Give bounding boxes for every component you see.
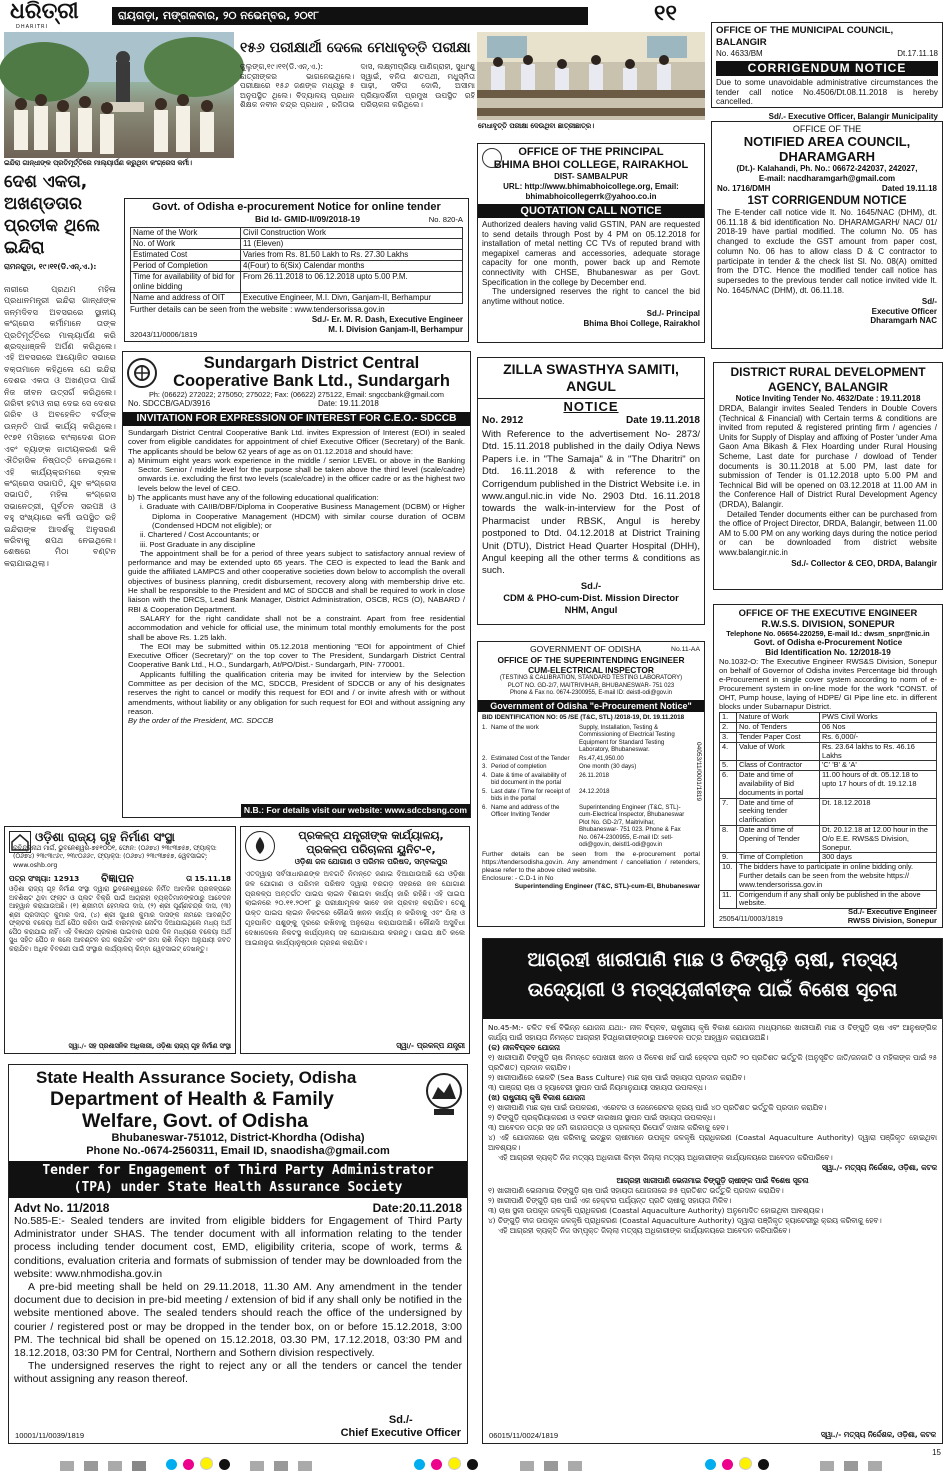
table-value-cell: From 26.11.2018 to 06.12.2018 upto 5.00 P.M. bbox=[241, 272, 463, 293]
ad-signature: Sd./- Executive Engineer bbox=[848, 906, 937, 916]
ad-heading: ବିଜ୍ଞାପନ bbox=[101, 872, 134, 886]
row-number: 10. bbox=[720, 863, 737, 890]
ad-body: The E-tender call notice vide It. No. 1645/NAC (DHM), dt. 06.11.18 & bid identification No. DHARAMGARH/ NAC/ 01/ 2018-19 have partial modified. The column No. 05 has changed to exclude the GST amount from paper cost, column No. 06 has to allow class D & C contractor to participate in tender & the check list Sl. No. 08(A) omitted from the DTC. Hence the modified tender call notice has supersedes to the previous tender call notice invited vide It. No. 1645/NAC (DHM), dt. 06.11.18. bbox=[717, 208, 937, 295]
ad-project-engineer-sambalpur bbox=[240, 826, 470, 1054]
row-value: Rs.47,41,950.00 bbox=[579, 754, 624, 762]
fisheries-a2: ୨) ଖାରୀପାଣିରେ ଭେକଟି (Sea Bass Culture) ମାଛ ଚାଷ ପାଇଁ ସହାୟତା ପ୍ରଦାନ କରାଯିବ। bbox=[488, 1073, 746, 1082]
bid-identification: BID IDENTIFICATION NO: 05 /SE (T&C, STL) /2018-19, Dt. 19.11.2018 bbox=[482, 713, 685, 721]
ad-code: 10001/11/0039/1819 bbox=[15, 1431, 85, 1440]
sonepur-tender-table bbox=[719, 712, 937, 909]
table-row bbox=[482, 788, 688, 803]
ad-signature: Sd/.- Executive Officer, Balangir Municipality bbox=[768, 111, 938, 121]
ad-phone: Phone No.-0674-2560311, Email ID, snaodisha@gmail.com bbox=[86, 1145, 390, 1157]
fisheries-section-b: (ଖ) ରାଷ୍ଟ୍ରୀୟ କୃଷି ବିକାଶ ଯୋଜନା bbox=[488, 1093, 585, 1102]
ad-phone: Telephone No. 06654-220259, E-mail Id.: dwsm_snpr@nic.in bbox=[726, 629, 930, 638]
fisheries-intro: No.45-M:- ଚଳିତ ବର୍ଷ ବିଭିନ୍ନ ଯୋଜନା ଯଥା:- ନୀଳ ବିପ୍ଳବ, ରାଷ୍ଟ୍ରୀୟ କୃଷି ବିକାଶ ଯୋଜନା ମାଧ୍ୟମରେ ଖାରୀପାଣି ମାଛ ଓ ଚିଙ୍ଗୁଡ଼ି ଚାଷ ଏବଂ ଆନୁଷଙ୍ଗିକ କାର୍ଯ୍ୟ ପାଇଁ ସହାୟତା ନିମନ୍ତେ ଆଗ୍ରହୀ ହିତାଧିକାରୀଙ୍କଠାରୁ ଆବେଦନ ପତ୍ର ଆହ୍ୱାନ କରାଯାଉଅଛି। bbox=[488, 1023, 937, 1042]
fisheries-note-2: ଏହି ଆଗ୍ରହୀ ବ୍ୟକ୍ତି ନିଜ ସମ୍ପୃକ୍ତ ଜିଲ୍ଲା ମତ୍ସ୍ୟ ଅଧିକାରୀଙ୍କ କାର୍ଯ୍ୟାଳୟରେ ଆବେଦନ କରିପାରିବେ। bbox=[498, 1226, 791, 1235]
ad-date: ତା 15.11.18 bbox=[186, 874, 231, 884]
ad-fisheries-notice bbox=[482, 938, 943, 1444]
ad-signature-designation: Chief Executive Officer bbox=[340, 1427, 461, 1439]
fisheries-section-c: ଆଗ୍ରହୀ ଖାରୀପାଣି ଭେନାମାଇ ଚିଙ୍ଗୁଡ଼ି ଚାଷୀଙ୍କ ପାଇଁ ବିଶେଷ ସୂଚନା bbox=[616, 1176, 809, 1185]
color-registration-right bbox=[705, 1455, 775, 1474]
ad-title-1: Sundargarh District Central bbox=[203, 354, 420, 372]
indira-photo-caption: ଇନ୍ଦିରା ଗାନ୍ଧୀଙ୍କ ପ୍ରତିମୂର୍ତ୍ତିରେ ମାଲ୍ୟାର୍ପଣ କରୁଥିବା କଂଗ୍ରେସ କର୍ମୀ। bbox=[4, 159, 192, 167]
ad-number: No. 820-A bbox=[428, 215, 463, 224]
ad-date: Dt.17.11.18 bbox=[897, 49, 938, 58]
row-value: One month (30 days) bbox=[579, 763, 637, 770]
ad-number: No. SDCCB/GAD/3916 bbox=[128, 399, 211, 408]
bank-logo-icon bbox=[127, 358, 157, 388]
table-row bbox=[720, 733, 937, 743]
table-row bbox=[720, 771, 937, 798]
logo-latin: DHARITRI bbox=[16, 24, 48, 30]
eoi-criteria-b: b) The applicants must have any of the following educational qualification: bbox=[128, 493, 379, 503]
ad-url: URL: http://www.bhimabhoicollege.org, Email: bhimabhoicollegerrk@yahoo.co.in bbox=[503, 182, 679, 201]
row-label: Date & time of availability of bid document in the portal bbox=[491, 771, 567, 786]
ad-ganjam-eprocurement bbox=[124, 198, 469, 342]
eoi-qualification-3: iii. Post Graduate in any discipline bbox=[140, 539, 256, 549]
fisheries-b2: ୨) ଚିଙ୍ଗୁଡ଼ି ପ୍ରକ୍ରିୟାକରଣ ଓ ବରଫ କାରଖାନା ସ୍ଥାପନ ପାଇଁ ସହାୟତା ଉପଲବ୍ଧ। bbox=[488, 1113, 716, 1122]
ad-title-1: ପ୍ରକଳ୍ପ ଯନ୍ତ୍ରୀଙ୍କ କାର୍ଯ୍ୟାଳୟ, bbox=[298, 829, 444, 842]
grayscale-bar-right bbox=[520, 1456, 592, 1475]
grayscale-bar-left bbox=[60, 1456, 156, 1475]
ad-date: Date 19.11.2018 bbox=[626, 415, 700, 426]
ad-body: No.1032-O: The Executive Engineer RWS&S Division, Sonepur on behalf of Governor of Odisha invites Percentage bid through e-Procurement in single cover system according to norm of e-Procurement system in on-line mode for the work "CONST. of OHT, Pump house, laying of HDPE/ GI Pipe line etc. in different blocks under Subarnapur District. bbox=[719, 657, 937, 711]
row-value: Supply, Installation, Testing & Commissioning of Electrical Testing Equipment for Standard Testing Laboratory, Bhubaneswar. bbox=[579, 723, 675, 753]
students-body: କୁଲୁଙ୍ଗ,୧୯।୧୧(ଡି.ଏନ୍.ଏ.): ଛାତ୍ରୀଙ୍କର ଭାଗନେଇଥିଲେ। ପରୀକ୍ଷାରେ ୧୫୬ ଜଣଙ୍କ ମଧ୍ୟରୁ ୫ ଅନୁପସ୍ଥିତ ଥିଲେ। ବିଦ୍ୟାଳୟ ପ୍ରଧାନ ଶିକ୍ଷକ ନବୀନ ଚନ୍ଦ୍ର ପ୍ରଧାନ , ରଜିତାଭ ଦାସ, ଲକ୍ଷ୍ମୀପ୍ରିୟା ପାଣିଗ୍ରାହୀ, ସୁଧାଂଶୁ ସ୍ୱାଇଁ, ବନିତା ଶତପଥୀ, ମଧୁସ୍ମିତା ପାଢ଼ୀ, ସବିତା ଦୋଲି, ଅସୀମା ପ୍ରିୟାଦର୍ଶିନୀ ପ୍ରମୁଖ ଉପସ୍ଥିତ ରହି ପରିଚାଳନା କରିଥିଲେ। bbox=[240, 62, 475, 110]
ad-footer: Further details can be seen from the website : www.tendersorissa.gov.in bbox=[130, 305, 385, 314]
row-number: 4. bbox=[482, 771, 488, 779]
eoi-para-4: Applicants fulfilling the qualification criteria may be invited for interview by the Selection Committee as per decision of the MC, SDCCB, President of SDCCB or any of his designates reserves the right to cancel or modify this request for EOI and / or invite afresh with or without amendments, without liability or any obligation for such request for EOI and without assigning any reason. bbox=[128, 669, 465, 716]
ad-signature: Superintending Engineer (T&C, STL)-cum-EI, Bhubaneswar bbox=[514, 882, 700, 890]
page-footer bbox=[0, 1448, 945, 1472]
eoi-banner: INVITATION FOR EXPRESSION OF INTEREST FOR C.E.O.- SDCCB bbox=[123, 412, 470, 426]
row-number: 8. bbox=[720, 826, 737, 853]
row-value: Rs. 6,000/- bbox=[820, 733, 937, 743]
row-value: 26.11.2018 bbox=[579, 771, 610, 779]
ad-signature-officer: Executive Officer bbox=[871, 306, 937, 316]
watco-logo-icon bbox=[245, 831, 275, 861]
table-row bbox=[131, 228, 463, 239]
ad-drda-balangir bbox=[713, 362, 943, 590]
row-note: The bidders have to participate in online bidding only. Further details can be seen from the website https:// www.tendersorissa.gov.in bbox=[737, 863, 937, 890]
fisheries-signature-1: ସ୍ୱା./- ମତ୍ସ୍ୟ ନିର୍ଦ୍ଦେଶକ, ଓଡ଼ିଶା, କଟକ bbox=[821, 1163, 937, 1172]
ad-district: (Dt.)- Kalahandi, Ph. No.: 06672-242037, 242027, bbox=[736, 164, 918, 173]
ad-title: ZILLA SWASTHYA SAMITI, ANGUL bbox=[478, 361, 704, 399]
ad-title-dept: (TESTING & CALIBRATION, STANDARD TESTING LABORATORY) bbox=[499, 675, 683, 681]
table-label-cell: Name of the Work bbox=[131, 228, 241, 239]
ad-title-office: OFFICE OF THE PRINCIPAL bbox=[518, 146, 664, 158]
ad-title-2: Cooperative Bank Ltd., Sundargarh bbox=[173, 372, 450, 390]
fisheries-a1: ୧) ଖାରୀପାଣି ଚିଙ୍ଗୁଡ଼ି ଚାଷ ନିମନ୍ତେ ପୋଖରୀ ଖନନ ଓ ନିବେଶ ଖର୍ଚ୍ଚ ପାଇଁ ହେକ୍ଟର ପ୍ରତି ୨୦ ପ୍ରତିଶତ ଭର୍ତ୍ତୁକି (ଅନୁସୂଚିତ ଜାତି/ଜନଜାତି ଓ ମହିଳାଙ୍କ ପାଇଁ ୨୫ ପ୍ରତିଶତ) ପ୍ରଦାନ କରାଯିବ। bbox=[488, 1053, 937, 1072]
ad-subtitle: Notice Inviting Tender No. 4632/Date : 19.11.2018 bbox=[735, 394, 921, 403]
eoi-footer: N.B.: For details visit our website: www.sdccbsng.com bbox=[241, 804, 470, 817]
table-value-cell: Executive Engineer, M.I. Divn, Ganjam-II, Berhampur bbox=[241, 293, 463, 304]
row-number: 1. bbox=[482, 723, 488, 731]
row-label: Last date / Time for receipt of bids in the portal bbox=[491, 787, 570, 802]
ganjam-tender-table bbox=[130, 227, 463, 304]
ad-phone: Ph: (06622) 272022; 275050; 275022; Fax: (06622) 275122, Email: sngccbank@gmail.com bbox=[148, 390, 444, 399]
students-headline: ୧୫୬ ପରୀକ୍ଷାର୍ଥୀ ଦେଲେ ମେଧାବୃତ୍ତି ପରୀକ୍ଷା bbox=[240, 40, 471, 56]
tpa-tender-banner: Tender for Engagement of Third Party Administrator (TPA) under State Health Assurance Society bbox=[9, 1161, 467, 1198]
fisheries-c3: ୩) ଚାଷ ସ୍ଥଳୀ ଉପକୂଳ ଜଳକୃଷି ପ୍ରାଧିକରଣ (Coastal Aquaculture Authority) ଅନୁମୋଦିତ ହୋଇଥିବା ଆବଶ୍ୟକ। bbox=[488, 1206, 824, 1215]
table-value-cell: 11 (Eleven) bbox=[241, 239, 463, 250]
ad-date: Date: 19.11.2018 bbox=[318, 399, 379, 408]
table-row bbox=[131, 250, 463, 261]
table-row bbox=[482, 755, 688, 763]
fisheries-section-a: (କ) ନୀଳବିପ୍ଳବ ଯୋଜନା bbox=[488, 1043, 560, 1052]
table-row bbox=[720, 742, 937, 761]
corrigendum-banner: CORRIGENDUM NOTICE bbox=[716, 61, 938, 76]
table-row bbox=[482, 804, 688, 849]
row-label: No. of Tenders bbox=[737, 723, 820, 733]
grayscale-bar-far-right bbox=[820, 1456, 892, 1475]
row-label: Date and time of Opening of Tender bbox=[737, 826, 820, 853]
grayscale-bar-mid bbox=[250, 1456, 322, 1475]
eoi-intro: Sundargarh District Central Cooperative Bank Ltd. invites Expression of Interest (EOI) in sealed cover from eligible candidates for appointment of chief Executive Officer (Secretary) of the Bank. The applicants should be below 62 years of age as on 01.12.2018 and should have: bbox=[128, 428, 465, 456]
row-number: 6. bbox=[482, 803, 488, 811]
indira-tribute-photo bbox=[4, 32, 234, 158]
table-label-cell: Estimated Cost bbox=[131, 250, 241, 261]
ad-notice-heading: NOTICE bbox=[563, 399, 619, 414]
fisheries-c2: ୨) ଖାରୀପାଣି ଚିଙ୍ଗୁଡ଼ି ଚାଷ ପାଇଁ ଏକ ହେକ୍ଟର ପର୍ଯ୍ୟନ୍ତ ପ୍ରତି ଚାଷୀକୁ ସହାୟତା ମିଳିବ। bbox=[488, 1196, 732, 1205]
ad-body: With Reference to the advertisement No- 2873/ Dtd. 15.11.2018 published in the daily Odiya News Papers i.e. in "The Samaja" & in "The Dharitri" on Dtd. 16.11.2018 & with reference to the Corrigendum published in the District Website i.e. in www.angul.nic.in vide No. 2903 Dtd. 16.11.2018 towards the walk-in-interview for the Post of Pharmacist under RBSK, Angul is hereby postponed to Dtd. 04.12.2018 at District Training Unit (DTU), District Head Quarter Hospital (DHH), Angul keeping all the other terms & conditions as such. bbox=[482, 429, 700, 577]
eoi-qualification-2: ii. Chartered / Cost Accountants; or bbox=[140, 530, 260, 540]
table-row bbox=[482, 724, 688, 754]
ad-title-designation: CUM-ELECTRICAL INSPECTOR bbox=[528, 665, 654, 675]
exam-hall-photo bbox=[477, 32, 705, 120]
row-number: 5. bbox=[482, 787, 488, 795]
ad-body: ଓଡ଼ିଶା ରାଜ୍ୟ ଗୃହ ନିର୍ମାଣ ସଂସ୍ଥା ଦ୍ୱାରା ଭୁବନେଶ୍ୱରରେ ନିର୍ମିତ ଆବାସିକ ପ୍ରକଳ୍ପରେ ଅବଶିଷ୍ଟ ଥିବା ଫ୍ଲାଟ ଓ ପ୍ଲଟ ବିକ୍ରି ପାଇଁ ଆଗ୍ରହୀ ବ୍ୟକ୍ତିମାନଙ୍କଠାରୁ ଆବେଦନ ଆହ୍ୱାନ କରାଯାଉଅଛି। (୧) ଶ୍ରୀମତୀ ହେମଲତା ଦାସ, (୨) ଶ୍ରୀ ପୂର୍ଣ୍ଣଚନ୍ଦ୍ର ଦାସ, (୩) ଶ୍ରୀ ପ୍ରଦୀପ୍ତ କୁମାର ଦାସ, (୪) ଶ୍ରୀ ସୁଧୀର କୁମାର ଦାସଙ୍କ ନାମରେ ଆବଣ୍ଟିତ ଫ୍ଲାଟର ବକେୟା ଅର୍ଥ ପୈଠ କରିବା ପାଇଁ ବାରମ୍ବାର ନୋଟିସ ଦିଆଯାଇଥିଲେ ମଧ୍ୟ ଅର୍ଥ ପୈଠ କରାଯାଇ ନାହିଁ। ଏହି ବିଜ୍ଞାପନ ପ୍ରକାଶ ପାଇବାର ପନ୍ଦର ଦିନ ମଧ୍ୟରେ ବକେୟା ଅର୍ଥ ସୁଧ ସହିତ ପୈଠ ନ କଲେ ଆବଣ୍ଟନ ରଦ୍ଦ କରାଯିବ ଏବଂ ଜମା ରାଶି ନିୟମ ଅନୁଯାୟୀ ଜବତ କରାଯିବ। ଅଧିକ ବିବରଣୀ ପାଇଁ ସଂସ୍ଥାର କାର୍ଯ୍ୟାଳୟ କିମ୍ବା ୱେବସାଇଟ୍ ଦେଖନ୍ତୁ। bbox=[9, 885, 231, 953]
ad-signature-office: NHM, Angul bbox=[564, 603, 618, 615]
ad-body: ଏତଦ୍ୱାରା ସର୍ବସାଧାରଣଙ୍କ ଅବଗତି ନିମନ୍ତେ ଜଣାଇ ଦିଆଯାଉଅଛି ଯେ ଓଡ଼ିଶା ଜଳ ଯୋଗାଣ ଓ ପରିମଳ ପରିଷଦ ଦ୍ୱାରା ବରଗଡ଼ ସହରରେ ଜଳ ଯୋଗାଣ ପ୍ରକଳ୍ପ ଅନ୍ତର୍ଗତ ପାଇପ ଲାଇନ ବିଛାଇବା କାର୍ଯ୍ୟ ଜାରି ରହିଛି। ଏହି ପାଇପ ଲାଇନରେ ୨୦.୧୧.୨୦୧୮ ରୁ ପରୀକ୍ଷାମୂଳକ ଭାବେ ଜଳ ପ୍ରବାହ କରାଯିବ। ତେଣୁ ଉକ୍ତ ପାଇପ ଲାଇନ ନିକଟରେ କୌଣସି ଖନନ କାର୍ଯ୍ୟ ନ କରିବାକୁ ଏବଂ ପିଲା ଓ ଗୃହପାଳିତ ପଶୁଙ୍କୁ ଦୂରରେ ରଖିବାକୁ ଅନୁରୋଧ କରାଯାଉଅଛି। କୌଣସି ଅସୁବିଧା ଦେଖାଦେଲେ ନିକଟସ୍ଥ କାର୍ଯ୍ୟାଳୟ ସହ ଯୋଗାଯୋଗ କରନ୍ତୁ। ପାଇପ କ୍ଷତି କଲେ ଆଇନାନୁଗ କାର୍ଯ୍ୟାନୁଷ୍ଠାନ ଗ୍ରହଣ କରାଯିବ। bbox=[245, 869, 465, 947]
ad-code: 04053/11/0001/1819 bbox=[695, 742, 702, 802]
fisheries-note: ଏହି ଆଗ୍ରହୀ ବ୍ୟକ୍ତି ନିଜ ମତ୍ସ୍ୟ ଅଧିକାରୀ କିମ୍ବା ଜିଲ୍ଲା ମତ୍ସ୍ୟ ଅଧିକାରୀଙ୍କ କାର୍ଯ୍ୟାଳୟରେ ଆବେଦନ କରିପାରିବେ। bbox=[498, 1153, 833, 1162]
row-value: 24.12.2018 bbox=[579, 787, 610, 795]
table-label-cell: Name and address of OIT bbox=[131, 293, 241, 304]
ad-code: 25054/11/0003/1819 bbox=[719, 916, 783, 923]
quotation-banner: QUOTATION CALL NOTICE bbox=[478, 204, 704, 218]
row-label: Date and time of availability of Bid documents in portal bbox=[737, 771, 820, 798]
ad-number: No.11-AA bbox=[671, 646, 700, 653]
row-label: Period of completion bbox=[491, 763, 547, 770]
ad-date: Date:20.11.2018 bbox=[372, 1201, 462, 1215]
ad-signature-designation: CDM & PHO-cum-Dist. Mission Director bbox=[503, 591, 679, 603]
ad-title-3: Welfare, Govt. of Odisha bbox=[82, 1110, 309, 1132]
eoi-para-1: The appointment shall be for a period of three years subject to satisfactory annual review of performance and may be extended upto 65 years. The CEO is expected to lead the Bank and guide the affiliated LAMPCS and other cooperative societies down below to accomplish the overall objectives of business planning, credit disbursement, recovery along with membership drive etc. He shall be responsible to the President and MC of SDCCB and shall be required to work in close liaison with the DRCS, Lead Bank Manager, District Administration, OSCB, RCS (O), NABARD / RBI & Cooperation Department. bbox=[128, 548, 465, 614]
eoi-para-2: SALARY for the right candidate shall not be a constraint. Apart from free residential accommodation and vehicle for official use, the minimum total monthly emoluments for the post shall be above Rs. 1.25 lakh. bbox=[128, 613, 465, 642]
ad-signature: Sd./- Collector & CEO, DRDA, Balangir bbox=[791, 558, 937, 568]
row-value: Superintending Engineer (T&C, STL)-cum-Electrical Inspector, Bhubaneswar Plot No. GD-2/7, Maitrivihar, Bhubaneswar- 751 023. Phone & Fax No. 0674-2300955, E-mail ID: setl-odi@gov.in, deistl1-odi@gov.in bbox=[579, 803, 685, 848]
row-label: Class of Contractor bbox=[737, 761, 820, 771]
table-label-cell: Period of Completion bbox=[131, 261, 241, 272]
row-number: 4. bbox=[720, 742, 737, 761]
stl-tender-table bbox=[482, 724, 688, 849]
row-label: Name and address of the Officer Inviting Tender bbox=[491, 803, 560, 818]
ad-title-1: State Health Assurance Society, Odisha bbox=[36, 1068, 357, 1087]
masthead bbox=[4, 0, 709, 31]
ad-phone: Phone & Fax no. 0674-2300955, E-mail ID: deistl-odi@gov.in bbox=[509, 690, 673, 696]
row-number: 9. bbox=[720, 853, 737, 863]
row-label: Value of Work bbox=[737, 742, 820, 761]
ad-state-health-assurance bbox=[8, 1064, 468, 1444]
ad-district: DIST- SAMBALPUR bbox=[554, 172, 628, 181]
ad-title-college: BHIMA BHOI COLLEGE, RAIRAKHOL bbox=[493, 159, 689, 171]
row-label: Date and time of seeking tender clarification bbox=[737, 798, 820, 825]
row-value: 300 days bbox=[820, 853, 937, 863]
ad-signature: ସ୍ୱା./- ସହ ପ୍ରଶାସନିକ ଅଧିକାରୀ, ଓଡ଼ିଶା ରାଜ୍ୟ ଗୃହ ନିର୍ମାଣ ସଂସ୍ଥା bbox=[68, 1042, 231, 1050]
housing-board-logo-icon bbox=[9, 831, 31, 853]
ad-number: ପତ୍ର ସଂଖ୍ୟା: 12913 bbox=[9, 874, 80, 884]
row-value: Dt. 18.12.2018 bbox=[820, 798, 937, 825]
eoi-criteria-a: a) Minimum eight years work experience in the middle / senior LEVEL or above in the Banking Sector. Senior / middle level for the purpose shall be taken above the third level (scale/cadre) onwards i.e. excluding the first two levels (scale/cadre) in the officer cadre or as the highest two levels below the level of CEO. bbox=[128, 455, 465, 493]
ad-office: OFFICE OF THE bbox=[792, 124, 862, 134]
ad-address: ରବିନ୍ଦ୍ରନାଥ ମାର୍ଗ, ଭୁବନେଶ୍ୱର-୭୫୧୦୦୧, ଫୋନ: (୦୬୭୪) ୨୩୯୩୭୫୭, ଫ୍ୟାକ୍ସ: (୦୬୭୪) ୨୩୯୩୯୬୯, ୨୩୯୦୬୬୯, ଫ୍ୟାକ୍ସ: (୦୬୭୪) ୨୩୯୩୭୫୭, ୱେବସାଇଟ୍: www.oshb.org bbox=[13, 845, 217, 869]
dateline: ରାୟଗଡ଼ା, ମଙ୍ଗଳବାର, ୨୦ ନଭେମ୍ବର, ୨୦୧୮ bbox=[112, 7, 588, 25]
ad-odisha-housing-board bbox=[4, 826, 236, 1054]
indira-dateline: ରାମନଗୁଡ଼ା, ୧୯।୧୧(ଡି.ଏନ୍.ଏ.): bbox=[4, 262, 97, 271]
ad-signature-sd: Sd/- bbox=[921, 297, 937, 307]
row-label: Nature of Work bbox=[737, 713, 820, 723]
row-number: 6. bbox=[720, 771, 737, 798]
ad-title-2: ପ୍ରକଳ୍ପ ପରିଚାଳନା ୟୁନିଟ-୧, bbox=[306, 843, 436, 856]
ad-para-1: No.585-E:- Sealed tenders are invited from eligible bidders for Engagement of Third Party Administrator under SHAS. The tender document with all information relating to the tender process including tender document cost, EMD, eligibility criteria, scope of work, terms & conditions, evaluation criteria and formats of submission of tender may be downloaded from the website: www.nhmodisha.gov.in bbox=[14, 1215, 462, 1280]
ad-title-office: OFFICE OF THE EXECUTIVE ENGINEER bbox=[738, 607, 918, 618]
ad-signature: Sd./- bbox=[388, 1414, 413, 1426]
table-value-cell: Civil Construction Work bbox=[241, 228, 463, 239]
table-row bbox=[720, 863, 937, 890]
table-row bbox=[482, 772, 688, 787]
ad-signature-office: M. I. Division Ganjam-II, Berhampur bbox=[328, 324, 463, 334]
table-row bbox=[482, 763, 688, 771]
fisheries-b4: ୪) ଏହି ଯୋଜନାରେ ଚାଷ କରିବାକୁ ଇଚ୍ଛୁକ ଚାଷୀମାନେ ଉପକୂଳ ଜଳକୃଷି ପ୍ରାଧିକରଣ (Coastal Aquaculture Authority) ଦ୍ୱାରା ପଞ୍ଜିକୃତ ହୋଇଥିବା ଆବଶ୍ୟକ। bbox=[488, 1133, 937, 1152]
fisheries-c4: ୪) ଚିଙ୍ଗୁଡ଼ି ବୀଜ ଉପକୂଳ ଜଳକୃଷି ପ୍ରାଧିକରଣ (Coastal Aquaculture Authority) ଦ୍ୱାରା ପଞ୍ଜିକୃତ ହ୍ୟାଚେରୀରୁ କ୍ରୟ କରିବାକୁ ହେବ। bbox=[488, 1216, 882, 1225]
row-number: 7. bbox=[720, 798, 737, 825]
fisheries-banner: ଆଗ୍ରହୀ ଖାରୀପାଣି ମାଛ ଓ ଚିଙ୍ଗୁଡ଼ି ଚାଷୀ, ମତ୍ସ୍ୟ ଉଦ୍ୟୋଗୀ ଓ ମତ୍ସ୍ୟଜୀବୀଙ୍କ ପାଇଁ ବିଶେଷ ସୂଚନା bbox=[483, 939, 942, 1019]
row-number: 2. bbox=[720, 723, 737, 733]
row-number: 5. bbox=[720, 761, 737, 771]
row-value: PWS Civil Works bbox=[820, 713, 937, 723]
ad-title-2: Department of Health & Family bbox=[50, 1088, 334, 1110]
college-emblem-icon bbox=[482, 148, 502, 168]
ad-title-3: ଓଡ଼ିଶା ଜଳ ଯୋଗାଣ ଓ ପରିମଳ ପରିଷଦ, ସମ୍ବଲପୁର bbox=[294, 857, 448, 866]
footer-page-number: 15 bbox=[932, 1448, 941, 1457]
ad-title: OFFICE OF THE MUNICIPAL COUNCIL, BALANGIR bbox=[716, 25, 894, 48]
ad-number: No. 2912 bbox=[482, 415, 524, 426]
logo-odia: ଧରିତ୍ରୀ bbox=[10, 0, 79, 24]
ad-rwss-sonepur bbox=[713, 604, 943, 928]
ad-para-2: A pre-bid meeting shall be held on 29.11.2018, 11.30 AM. Any amendment in the tender document due to decision in pre-bid meeting / extension of bid if any shall only be notified in the website mentioned above. The sealed tenders should reach the office of the undersigned by courier / registered post or may be dropped in the tender box, on or before 15.12.2018, 3:00 PM. The technical bid shall be opened on 15.12.2018, 03.30 PM, 17.12.2018, 03:30 PM and 18.12.2018, 03:30 PM for Central, Northern and Sothern division respectively. bbox=[14, 1281, 462, 1360]
ad-signature-office: RWSS Division, Sonepur bbox=[847, 915, 937, 925]
table-label-cell: No. of Work bbox=[131, 239, 241, 250]
ad-body: Authorized dealers having valid GSTIN, PAN are requested to send details through Post by 4 PM on 05.12.2018 for installation of metal netting CC TVs of reputed brand with megapixel cameras and accessories, adequate storage capacity for one month, power back up and Remote connectivity with CHSE, Bhubaneswar as per Govt. Specification in the college by December end. bbox=[482, 220, 700, 287]
ad-body-2: The undersigned reserves the right to cancel the bid anytime without notice. bbox=[482, 287, 700, 306]
fisheries-signature-2: ସ୍ୱା./- ମତ୍ସ୍ୟ ନିର୍ଦ୍ଦେଶକ, ଓଡ଼ିଶା, କଟକ bbox=[820, 1430, 936, 1439]
table-row bbox=[131, 239, 463, 250]
row-value: Rs. 23.64 lakhs to Rs. 46.16 Lakhs bbox=[820, 742, 937, 761]
row-value: 06 Nos bbox=[820, 723, 937, 733]
row-label: Name of the work bbox=[491, 723, 539, 731]
ad-para-3: The undersigned reserves the right to reject any or all the tenders or cancel the tender without assigning any reason thereof. bbox=[14, 1360, 462, 1386]
ad-heading: 1ST CORRIGENDUM NOTICE bbox=[747, 195, 907, 207]
ad-signature: Sd./- bbox=[580, 579, 602, 591]
ad-title-notice: Govt. of Odisha e-Procurement Notice bbox=[753, 638, 903, 647]
row-label: Estimated Cost of the Tender bbox=[491, 754, 570, 762]
ad-address: Bhubaneswar-751012, District-Khordha (Odisha) bbox=[111, 1132, 365, 1144]
ad-signature: Sd./- Er. M. R. Dash, Executive Engineer bbox=[311, 315, 463, 324]
ad-title: NOTIFIED AREA COUNCIL, DHARAMGARH bbox=[743, 134, 911, 164]
table-value-cell: Varies from Rs. 81.50 Lakh to Rs. 27.30 Lakhs bbox=[241, 250, 463, 261]
ad-body: Due to some unavoidable administrative circumstances the tender call notice No.4506/Dt.08.11.2018 is hereby cancelled. bbox=[716, 78, 938, 107]
ad-signature: ସ୍ୱା/- ପ୍ରକଳ୍ପ ଯନ୍ତ୍ରୀ bbox=[396, 1041, 465, 1050]
ad-code: 32043/11/0006/1819 bbox=[130, 330, 198, 339]
eoi-para-3: The EOI may be submitted within 05.12.2018 mentioning "EOI for appointment of Chief Executive Officer (Secretary)" on the top cover to The President, Sundargarh District Central Cooperative Bank Ltd., H.O., Sundargarh, At/PO/Dist.- Sundargarh, PIN- 770001. bbox=[128, 641, 465, 670]
row-number: 11. bbox=[720, 890, 737, 909]
ad-date: Dated 19.11.18 bbox=[881, 184, 937, 193]
table-row bbox=[131, 261, 463, 272]
fisheries-b1: ୧) ଖାରୀପାଣି ମାଛ ଚାଷ ପାଇଁ ଉପକରଣ, ଏରେଟର ଓ ଜେନେରେଟର କ୍ରୟ ପାଇଁ ୪୦ ପ୍ରତିଶତ ଭର୍ତ୍ତୁକି ପ୍ରଦାନ କରାଯିବ। bbox=[488, 1103, 827, 1112]
ad-signature-office: Bhima Bhoi College, Rairakhol bbox=[583, 319, 700, 329]
row-number: 3. bbox=[720, 733, 737, 743]
ad-title: DISTRICT RURAL DEVELOPMENT AGENCY, BALANGIR bbox=[730, 365, 926, 394]
ad-title-division: R.W.S.S. DIVISION, SONEPUR bbox=[761, 618, 895, 629]
fisheries-c1: ୧) ଖାରୀପାଣି ଭେନାମାଇ ଚିଙ୍ଗୁଡ଼ି ଚାଷ ପାଇଁ ସହାୟତା ଯୋଜନାରେ ୭୫ ପ୍ରତିଶତ ଭର୍ତ୍ତୁକି ପ୍ରଦାନ କରାଯିବ। bbox=[488, 1186, 784, 1195]
table-row bbox=[131, 272, 463, 293]
eoi-order: By the order of the President, MC. SDCCB bbox=[128, 716, 274, 726]
ad-number: No. 1716/DMH bbox=[717, 184, 771, 193]
ad-zilla-swasthya-angul bbox=[477, 357, 705, 625]
ad-number: No. 4633/BM bbox=[716, 49, 763, 58]
fisheries-a3: ୩) ପାଞ୍ଜରା ଚାଷ ଓ ହ୍ୟାଚେରୀ ସ୍ଥାପନ ପାଇଁ ନିୟମାନୁଯାୟୀ ସହାୟତା ଉପଲବ୍ଧ। bbox=[488, 1083, 707, 1092]
ad-body-2: Detailed Tender documents either can be purchased from the office of Project Director, DRDA, Balangir, between 11.00 AM to 5.00 PM on any working days during the notice period or can be downloaded from district website www.balangir.nic.in bbox=[719, 509, 937, 557]
table-row bbox=[131, 293, 463, 304]
bid-id: Bid Id- GMID-II/09/2018-19 bbox=[255, 214, 361, 224]
row-value: Dt. 20.12.18 at 12.00 hour in the O/o E.E. RWS&S Division, Sonepur. bbox=[820, 826, 937, 853]
exam-photo-caption: ମେଧାବୃତ୍ତି ପରୀକ୍ଷା ଦେଉଥିବା ଛାତ୍ରୀଛାତ୍ର। bbox=[478, 122, 595, 130]
table-row bbox=[720, 826, 937, 853]
table-label-cell: Time for availability of bid for online bidding bbox=[131, 272, 241, 293]
eoi-qualification-1: i. Graduate with CAIIB/DBF/Diploma in Cooperative Business Management (DCBM) or Higher Diploma in Cooperative Management (HDCM) with similar course duration of OCBM (Condensed HDCM not eligible); or bbox=[140, 502, 465, 530]
eprocurement-banner: Government of Odisha "e-Procurement Notice" bbox=[478, 700, 704, 712]
ad-balangir-municipal bbox=[711, 22, 943, 121]
row-label: Time of Completion bbox=[737, 853, 820, 863]
ad-title-office: OFFICE OF THE SUPERINTENDING ENGINEER bbox=[497, 655, 685, 665]
newspaper-logo bbox=[6, 0, 106, 31]
ad-body: DRDA, Balangir invites Sealed Tenders in Double Covers (Technical & Financial) with Certain terms & conditions are invited from reputed & registered printing firm / agencies / Units for Supply of Display and affixing of Poster 'under Ama Gaon Ama Bikash & Flex Hoarding under Rural Housing Scheme, Last date for purchase / dowload of Tender documents is 30.11.2018 at 5.00 PM, last date for submission of Tender is 01.12.2018 upto 5.00 PM and Technical Bid will be opened on 03.12.2018 at 11.00 AM in the Conference Hall of District Rural Development Agency (DRDA), Balangir. bbox=[719, 404, 937, 509]
page-number: ୧୧ bbox=[654, 1, 677, 26]
odisha-emblem-icon bbox=[424, 1071, 464, 1117]
row-note: Corrigendum if any shall only be published in the above website. bbox=[737, 890, 937, 909]
indira-headline: ଦେଶ ଏକତା, ଅଖଣ୍ଡତାର ପ୍ରତୀକ ଥିଲେ ଇନ୍ଦିରା bbox=[4, 172, 100, 258]
ad-title-govt: GOVERNMENT OF ODISHA bbox=[530, 644, 642, 654]
color-registration-left bbox=[166, 1455, 236, 1474]
row-number: 2. bbox=[482, 754, 488, 762]
row-number: 3. bbox=[482, 763, 488, 770]
ad-title: Govt. of Odisha e-procurement Notice for online tender bbox=[152, 201, 441, 213]
ad-dharamgarh-nac bbox=[711, 121, 943, 349]
table-row bbox=[720, 798, 937, 825]
ad-signature: Sd./- Principal bbox=[646, 309, 700, 319]
ad-number: Advt No. 11/2018 bbox=[14, 1201, 110, 1215]
ad-sundargarh-bank bbox=[122, 351, 471, 818]
ad-address: PLOT NO. GD-2/7, MAITRIVIHAR, BHUBANESWAR- 751 023 bbox=[507, 682, 675, 689]
ad-stl-eprocurement bbox=[477, 641, 705, 927]
ad-signature-office: Dharamgarh NAC bbox=[870, 316, 937, 326]
indira-body: ନାରୀରେ ପ୍ରଥମ ମହିଳା ପ୍ରଧାନମନ୍ତ୍ରୀ ଇନ୍ଦିରା ଗାନ୍ଧୀଙ୍କ ଜନ୍ମଦିବସ ଅବସରରେ ସ୍ଥାନୀୟ କଂଗ୍ରେସ କର୍ମୀମାନେ ତାଙ୍କ ପ୍ରତିମୂର୍ତ୍ତିରେ ମାଲ୍ୟାର୍ପଣ କରି ଶ୍ରଦ୍ଧାଞ୍ଜଳି ଅର୍ପଣ କରିଥିଲେ। ଏହି ଅବସରରେ ଆୟୋଜିତ ସଭାରେ ବକ୍ତାମାନେ କହିଥିଲେ ଯେ ଇନ୍ଦିରା ଦେଶର ଏକତା ଓ ଅଖଣ୍ଡତା ପାଇଁ ନିଜ ଜୀବନ ଉତ୍ସର୍ଗ କରିଥିଲେ। ଗରିବୀ ହଟାଓ ନାରା ଦେଇ ସେ ଦେଶର ଗରିବ ଓ ଅବହେଳିତ ବର୍ଗଙ୍କ ଉନ୍ନତି ପାଇଁ କାର୍ଯ୍ୟ କରିଥିଲେ। ୧୯୭୧ ମସିହାରେ ବାଂଲାଦେଶ ଗଠନ ଏବଂ ବ୍ୟାଙ୍କ ଜାତୀୟକରଣ ଭଳି ଐତିହାସିକ ନିଷ୍ପତ୍ତି ନେଇଥିଲେ। ଏହି କାର୍ଯ୍ୟକ୍ରମରେ ବ୍ଲକ କଂଗ୍ରେସ ସଭାପତି, ଯୁବ କଂଗ୍ରେସ ସଭାପତି, ମହିଳା କଂଗ୍ରେସ ସଭାନେତ୍ରୀ, ପୂର୍ବତନ ସରପଞ୍ଚ ଓ ବହୁ ସଂଖ୍ୟାରେ କର୍ମୀ ଉପସ୍ଥିତ ରହି ଇନ୍ଦିରାଙ୍କ ଆଦର୍ଶକୁ ଅନୁସରଣ କରିବାକୁ ଶପଥ ନେଇଥିଲେ। ଶେଷରେ ମିଠା ବଣ୍ଟନ କରାଯାଇଥିଲା। bbox=[4, 284, 116, 568]
table-value-cell: 4(Four) to 6(Six) Calendar months bbox=[241, 261, 463, 272]
row-value: 11.00 hours of dt. 05.12.18 to upto 17 hours of dt. 19.12.18 bbox=[820, 771, 937, 798]
row-number: 1. bbox=[720, 713, 737, 723]
row-label: Tender Paper Cost bbox=[737, 733, 820, 743]
ad-enclosure: Enclosure: - C.D-1 in No bbox=[482, 874, 554, 882]
ad-code: 06015/11/0024/1819 bbox=[489, 1431, 559, 1440]
ad-title: ଓଡ଼ିଶା ରାଜ୍ୟ ଗୃହ ନିର୍ମାଣ ସଂସ୍ଥା bbox=[35, 830, 175, 844]
ad-email: E-mail: nacdharamgarh@gmail.com bbox=[758, 174, 896, 183]
ad-footer: Further details can be seen from the e-procurement portal https://tendersodisha.gov.in. Any amendment / cancellation / retenders, please refer to the above cited website. bbox=[482, 850, 700, 874]
color-registration-mid bbox=[414, 1455, 484, 1474]
fisheries-b3: ୩) ଆବେଦନ ପତ୍ର ସହ ଜମି କାଗଜପତ୍ର ଓ ପ୍ରକଳ୍ପ ରିପୋର୍ଟ ଦାଖଲ କରିବାକୁ ହେବ। bbox=[488, 1123, 729, 1132]
bid-identification: Bid Identification No. 12/2018-19 bbox=[765, 648, 891, 657]
ad-bhima-bhoi-college bbox=[477, 143, 705, 343]
row-value: 'C' 'B' & 'A' bbox=[820, 761, 937, 771]
